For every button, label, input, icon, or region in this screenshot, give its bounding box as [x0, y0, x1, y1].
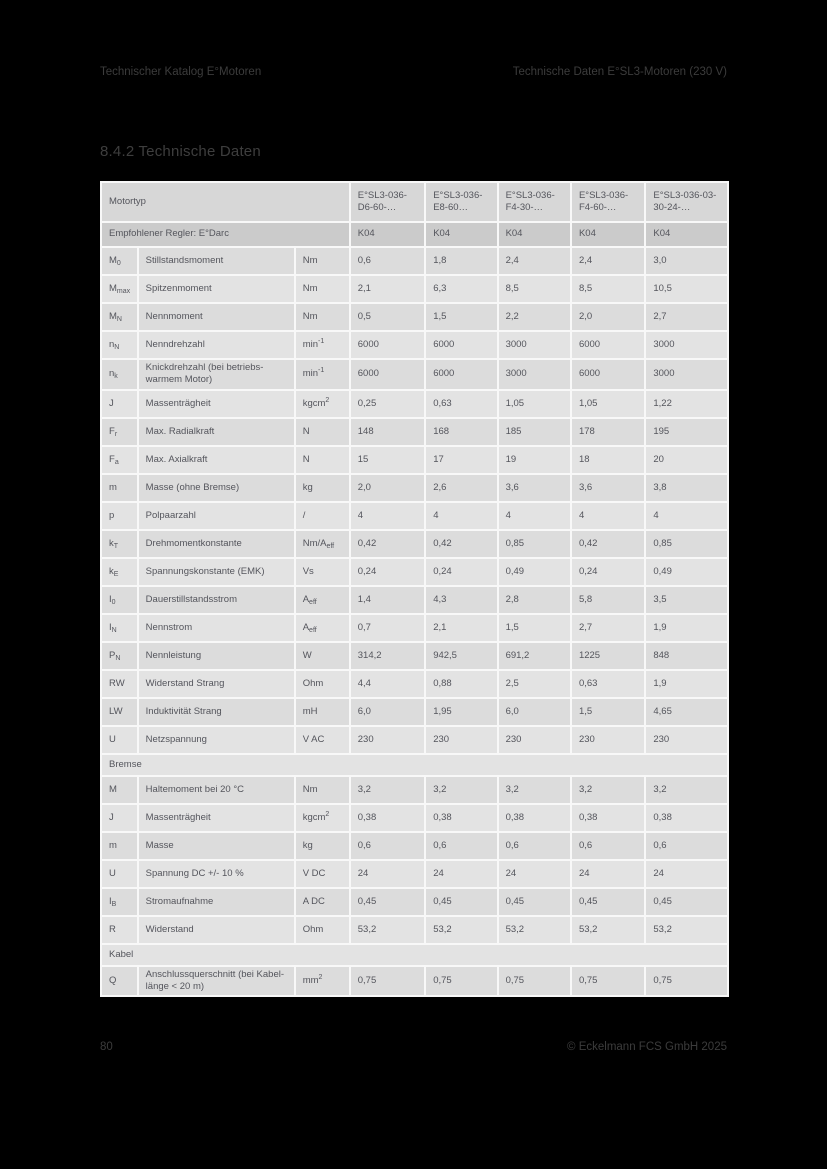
row-value: 0,24: [572, 559, 644, 585]
row-value: 2,1: [426, 615, 496, 641]
row-symbol: M: [102, 777, 137, 803]
page-footer: [100, 1041, 727, 1053]
row-value: 0,7: [351, 615, 424, 641]
row-value: 178: [572, 419, 644, 445]
row-unit: kgcm$^2$: [296, 391, 349, 417]
footer-page-number: 80: [100, 1041, 113, 1053]
motor-type-column-header: E°SL3-036-F4-60-…: [572, 183, 644, 221]
row-symbol: $F_a$: [102, 447, 137, 473]
row-value: 2,7: [646, 304, 727, 330]
row-value: 2,5: [499, 671, 570, 697]
row-value: 0,6: [646, 833, 727, 859]
row-value: 3000: [499, 360, 570, 389]
technical-data-table: [100, 181, 729, 997]
row-unit: kg: [296, 833, 349, 859]
row-unit: Ohm: [296, 917, 349, 943]
row-unit: Vs: [296, 559, 349, 585]
row-value: 230: [351, 727, 424, 753]
row-label: Nennstrom: [139, 615, 294, 641]
row-value: 0,24: [426, 559, 496, 585]
motor-type-column-header: E°SL3-036-03-30-24-…: [646, 183, 727, 221]
row-value: 3,5: [646, 587, 727, 613]
row-symbol: R: [102, 917, 137, 943]
row-value: 24: [499, 861, 570, 887]
table-row: [102, 777, 727, 803]
row-value: 19: [499, 447, 570, 473]
row-value: 2,2: [499, 304, 570, 330]
motor-type-header-row: [102, 183, 727, 221]
row-symbol: $n_k$: [102, 360, 137, 389]
row-value: 230: [499, 727, 570, 753]
row-value: 1,05: [572, 391, 644, 417]
row-value: 314,2: [351, 643, 424, 669]
row-value: 0,45: [351, 889, 424, 915]
row-label: Spannung DC +/- 10 %: [139, 861, 294, 887]
row-unit: $Nm/A_{eff}$: [296, 531, 349, 557]
row-value: 3,2: [572, 777, 644, 803]
row-symbol: p: [102, 503, 137, 529]
table-row: [102, 276, 727, 302]
row-label: Haltemoment bei 20 °C: [139, 777, 294, 803]
table-row: [102, 559, 727, 585]
row-symbol: LW: [102, 699, 137, 725]
row-symbol: $I_B$: [102, 889, 137, 915]
row-symbol: $F_r$: [102, 419, 137, 445]
row-value: 2,6: [426, 475, 496, 501]
row-value: 185: [499, 419, 570, 445]
row-symbol: $I_0$: [102, 587, 137, 613]
row-label: Induktivität Strang: [139, 699, 294, 725]
table-row: [102, 727, 727, 753]
row-unit: A DC: [296, 889, 349, 915]
row-unit: mH: [296, 699, 349, 725]
table-row: [102, 643, 727, 669]
row-value: 3,2: [646, 777, 727, 803]
row-value: 20: [646, 447, 727, 473]
section-row-label: Bremse: [102, 755, 727, 775]
row-value: 2,1: [351, 276, 424, 302]
row-symbol: $M_N$: [102, 304, 137, 330]
row-symbol: Q: [102, 967, 137, 996]
row-label: Anschlussquerschnitt (bei Kabel-länge < 20 m): [139, 967, 294, 996]
row-value: 0,6: [351, 833, 424, 859]
row-symbol: $M_{max}$: [102, 276, 137, 302]
row-value: 3,2: [426, 777, 496, 803]
motor-type-header-label: Motortyp: [102, 183, 349, 221]
section-row-label: Kabel: [102, 945, 727, 965]
row-label: Stillstandsmoment: [139, 248, 294, 274]
row-value: 0,45: [646, 889, 727, 915]
row-value: 3,2: [499, 777, 570, 803]
row-value: 1,5: [572, 699, 644, 725]
row-value: 1,8: [426, 248, 496, 274]
row-value: 6000: [351, 332, 424, 358]
row-unit: Nm: [296, 248, 349, 274]
row-unit: $A_{eff}$: [296, 615, 349, 641]
recommended-controller-row: [102, 223, 727, 246]
row-value: 0,49: [646, 559, 727, 585]
table-row: [102, 503, 727, 529]
row-unit: $A_{eff}$: [296, 587, 349, 613]
row-label: Netzspannung: [139, 727, 294, 753]
row-value: 17: [426, 447, 496, 473]
row-value: 942,5: [426, 643, 496, 669]
row-unit: N: [296, 419, 349, 445]
table-row: [102, 248, 727, 274]
row-value: 0,63: [426, 391, 496, 417]
row-symbol: m: [102, 833, 137, 859]
row-symbol: $M_0$: [102, 248, 137, 274]
row-value: 24: [572, 861, 644, 887]
row-unit: $mm^2$: [296, 967, 349, 996]
row-label: Masse (ohne Bremse): [139, 475, 294, 501]
row-value: 0,38: [572, 805, 644, 831]
row-label: Max. Axialkraft: [139, 447, 294, 473]
row-value: 6,0: [351, 699, 424, 725]
row-value: 0,38: [499, 805, 570, 831]
row-value: 3,2: [351, 777, 424, 803]
row-value: 1,05: [499, 391, 570, 417]
row-value: 3,6: [572, 475, 644, 501]
row-value: 0,42: [426, 531, 496, 557]
row-value: 6,0: [499, 699, 570, 725]
row-symbol: m: [102, 475, 137, 501]
row-value: 3000: [499, 332, 570, 358]
table-row: [102, 419, 727, 445]
row-value: 230: [426, 727, 496, 753]
row-value: 1,95: [426, 699, 496, 725]
row-value: 0,25: [351, 391, 424, 417]
row-value: 0,45: [499, 889, 570, 915]
row-value: 6000: [572, 332, 644, 358]
row-unit: Nm: [296, 777, 349, 803]
row-unit: Ohm: [296, 671, 349, 697]
row-value: 15: [351, 447, 424, 473]
header-left-text: Technischer Katalog E°Motoren: [100, 66, 262, 78]
row-value: 53,2: [426, 917, 496, 943]
section-row: [102, 945, 727, 965]
row-value: 6,3: [426, 276, 496, 302]
row-value: 24: [646, 861, 727, 887]
row-value: 0,85: [646, 531, 727, 557]
row-label: Drehmomentkonstante: [139, 531, 294, 557]
table-row: [102, 447, 727, 473]
row-value: 1,4: [351, 587, 424, 613]
row-value: 0,63: [572, 671, 644, 697]
row-value: 4,3: [426, 587, 496, 613]
table-row: [102, 587, 727, 613]
row-unit: W: [296, 643, 349, 669]
row-value: 195: [646, 419, 727, 445]
row-symbol: U: [102, 727, 137, 753]
row-value: 691,2: [499, 643, 570, 669]
row-symbol: RW: [102, 671, 137, 697]
row-value: 0,49: [499, 559, 570, 585]
row-symbol: $n_N$: [102, 332, 137, 358]
row-value: 0,45: [426, 889, 496, 915]
row-value: 1,22: [646, 391, 727, 417]
row-value: 0,42: [572, 531, 644, 557]
footer-copyright: © Eckelmann FCS GmbH 2025: [567, 1041, 727, 1053]
row-unit: V AC: [296, 727, 349, 753]
row-unit: /: [296, 503, 349, 529]
row-value: 1,9: [646, 615, 727, 641]
row-value: 0,5: [351, 304, 424, 330]
row-value: 1225: [572, 643, 644, 669]
page-header: [100, 66, 727, 78]
row-value: 4,65: [646, 699, 727, 725]
row-label: Knickdrehzahl (bei betriebs-warmem Motor): [139, 360, 294, 389]
row-value: 2,4: [572, 248, 644, 274]
table-container: [100, 181, 729, 997]
table-row: [102, 671, 727, 697]
row-value: 24: [351, 861, 424, 887]
row-label: Widerstand Strang: [139, 671, 294, 697]
row-value: 4,4: [351, 671, 424, 697]
row-value: 5,8: [572, 587, 644, 613]
row-value: 10,5: [646, 276, 727, 302]
row-value: 8,5: [499, 276, 570, 302]
table-row: [102, 360, 727, 389]
row-label: Nennleistung: [139, 643, 294, 669]
row-unit: Nm: [296, 304, 349, 330]
row-value: 24: [426, 861, 496, 887]
table-row: [102, 475, 727, 501]
row-unit: $\min^{-1}$: [296, 332, 349, 358]
table-row: [102, 805, 727, 831]
row-value: 4: [426, 503, 496, 529]
table-row: [102, 615, 727, 641]
row-label: Stromaufnahme: [139, 889, 294, 915]
row-value: 4: [572, 503, 644, 529]
row-value: 230: [572, 727, 644, 753]
row-label: Polpaarzahl: [139, 503, 294, 529]
row-symbol: J: [102, 391, 137, 417]
row-value: 0,38: [646, 805, 727, 831]
row-value: 3,6: [499, 475, 570, 501]
row-value: 3000: [646, 360, 727, 389]
row-value: 3000: [646, 332, 727, 358]
row-value: 3,8: [646, 475, 727, 501]
row-label: Masse: [139, 833, 294, 859]
row-value: 2,0: [351, 475, 424, 501]
table-row: [102, 967, 727, 996]
row-label: Spitzenmoment: [139, 276, 294, 302]
row-value: 848: [646, 643, 727, 669]
row-value: 168: [426, 419, 496, 445]
row-label: Dauerstillstandsstrom: [139, 587, 294, 613]
row-value: 6000: [426, 360, 496, 389]
row-value: 6000: [572, 360, 644, 389]
motor-type-column-header: E°SL3-036-E8-60…: [426, 183, 496, 221]
section-title: 8.4.2 Technische Daten: [100, 143, 261, 160]
table-row: [102, 531, 727, 557]
row-unit: Nm: [296, 276, 349, 302]
row-value: 6000: [426, 332, 496, 358]
row-unit: kgcm$^2$: [296, 805, 349, 831]
row-value: 0,75: [646, 967, 727, 996]
table-row: [102, 861, 727, 887]
motor-type-column-header: E°SL3-036-D6-60-…: [351, 183, 424, 221]
row-value: 0,88: [426, 671, 496, 697]
row-value: 2,4: [499, 248, 570, 274]
table-row: [102, 304, 727, 330]
table-row: [102, 391, 727, 417]
row-value: 2,7: [572, 615, 644, 641]
row-unit: V DC: [296, 861, 349, 887]
section-row: [102, 755, 727, 775]
row-value: 0,75: [426, 967, 496, 996]
row-label: Nennmoment: [139, 304, 294, 330]
row-value: 0,24: [351, 559, 424, 585]
controller-value: K04: [426, 223, 496, 246]
controller-value: K04: [499, 223, 570, 246]
row-value: 53,2: [351, 917, 424, 943]
controller-value: K04: [646, 223, 727, 246]
row-label: Massenträgheit: [139, 391, 294, 417]
row-value: 0,42: [351, 531, 424, 557]
row-value: 4: [351, 503, 424, 529]
row-value: 4: [646, 503, 727, 529]
table-row: [102, 917, 727, 943]
table-row: [102, 833, 727, 859]
row-value: 0,6: [426, 833, 496, 859]
row-symbol: $I_N$: [102, 615, 137, 641]
row-value: 1,9: [646, 671, 727, 697]
row-value: 18: [572, 447, 644, 473]
row-symbol: $k_T$: [102, 531, 137, 557]
row-value: 2,0: [572, 304, 644, 330]
row-symbol: J: [102, 805, 137, 831]
row-value: 8,5: [572, 276, 644, 302]
table-row: [102, 699, 727, 725]
table-row: [102, 332, 727, 358]
row-unit: kg: [296, 475, 349, 501]
row-value: 3,0: [646, 248, 727, 274]
header-right-text: Technische Daten E°SL3-Motoren (230 V): [512, 66, 727, 78]
row-value: 1,5: [499, 615, 570, 641]
row-value: 0,85: [499, 531, 570, 557]
row-value: 0,45: [572, 889, 644, 915]
row-label: Max. Radialkraft: [139, 419, 294, 445]
row-value: 0,38: [426, 805, 496, 831]
controller-value: K04: [572, 223, 644, 246]
row-value: 2,8: [499, 587, 570, 613]
controller-value: K04: [351, 223, 424, 246]
row-value: 6000: [351, 360, 424, 389]
row-label: Massenträgheit: [139, 805, 294, 831]
row-value: 0,75: [499, 967, 570, 996]
row-value: 0,6: [499, 833, 570, 859]
table-body: [102, 183, 727, 995]
row-value: 53,2: [499, 917, 570, 943]
row-value: 53,2: [572, 917, 644, 943]
row-symbol: $P_N$: [102, 643, 137, 669]
row-unit: N: [296, 447, 349, 473]
controller-row-label: Empfohlener Regler: E°Darc: [102, 223, 349, 246]
row-symbol: $k_E$: [102, 559, 137, 585]
row-value: 0,6: [351, 248, 424, 274]
row-value: 1,5: [426, 304, 496, 330]
row-value: 4: [499, 503, 570, 529]
row-value: 53,2: [646, 917, 727, 943]
row-label: Spannungskonstante (EMK): [139, 559, 294, 585]
row-label: Widerstand: [139, 917, 294, 943]
row-value: 0,75: [572, 967, 644, 996]
row-value: 148: [351, 419, 424, 445]
row-value: 0,75: [351, 967, 424, 996]
row-value: 230: [646, 727, 727, 753]
motor-type-column-header: E°SL3-036-F4-30-…: [499, 183, 570, 221]
row-value: 0,38: [351, 805, 424, 831]
row-label: Nenndrehzahl: [139, 332, 294, 358]
row-unit: $\min^{-1}$: [296, 360, 349, 389]
row-symbol: U: [102, 861, 137, 887]
row-value: 0,6: [572, 833, 644, 859]
table-row: [102, 889, 727, 915]
